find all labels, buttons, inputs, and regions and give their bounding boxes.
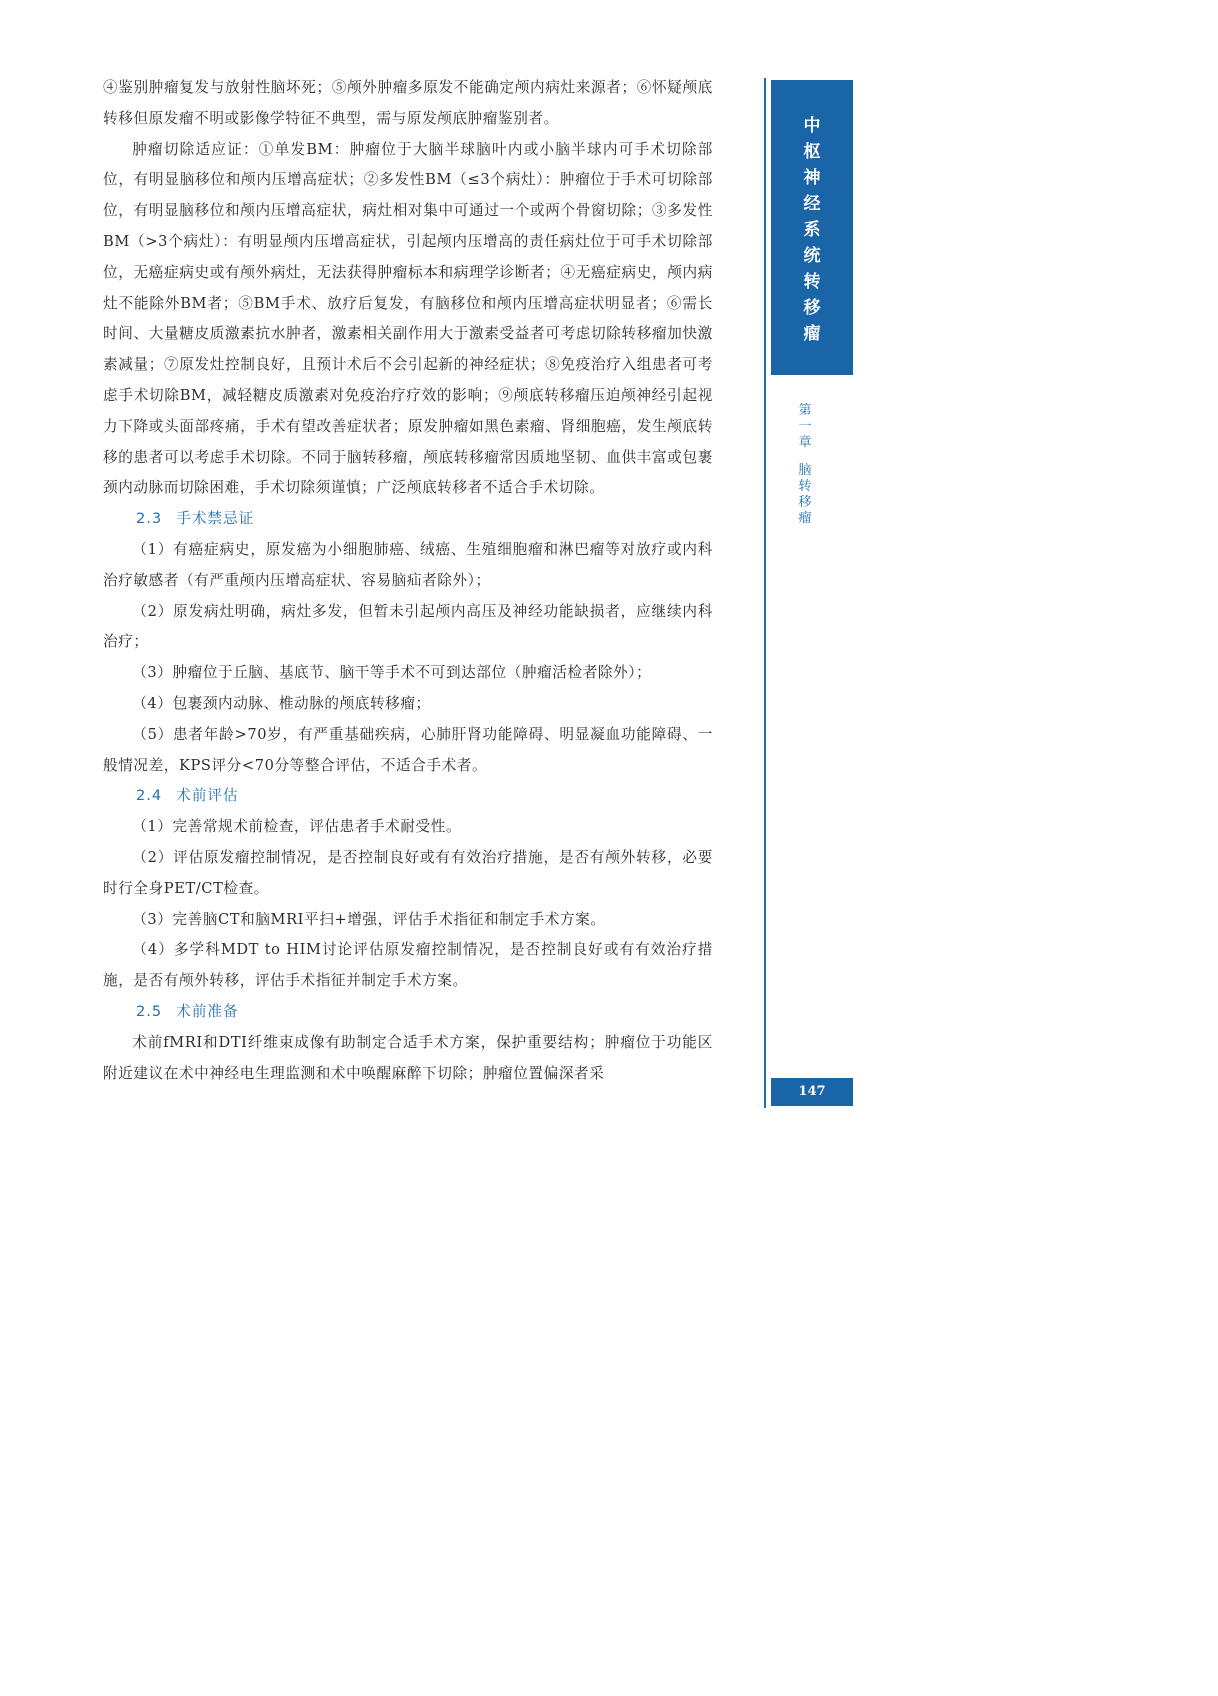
- paragraph: 肿瘤切除适应证：①单发BM：肿瘤位于大脑半球脑叶内或小脑半球内可手术切除部位，有明显脑移位和颅内压增高症状；②多发性BM（≤3个病灶）：肿瘤位于手术可切除部位，有明显脑移位和颅内压增高症状，病灶相对集中可通过一个或两个骨窗切除；③多发性BM（>3个病灶）：有明显颅内压增高症状，引起颅内压增高的责任病灶位于可手术切除部位，无癌症病史或有颅外病灶，无法获得肿瘤标本和病理学诊断者；④无癌症病史，颅内病灶不能除外BM者；⑤BM手术、放疗后复发，有脑移位和颅内压增高症状明显者；⑥需长时间、大量糖皮质激素抗水肿者，激素相关副作用大于激素受益者可考虑切除转移瘤加快激素减量；⑦原发灶控制良好，且预计术后不会引起新的神经症状；⑧免疫治疗入组患者可考虑手术切除BM，减轻糖皮质激素对免疫治疗疗效的影响；⑨颅底转移瘤压迫颅神经引起视力下降或头面部疼痛，手术有望改善症状者；原发肿瘤如黑色素瘤、肾细胞癌，发生颅底转移的患者可以考虑手术切除。不同于脑转移瘤，颅底转移瘤常因质地坚韧、血供丰富或包裹颈内动脉而切除困难，手术切除须谨慎；广泛颅底转移者不适合手术切除。: [103, 140, 713, 497]
- section-number: 2.5: [136, 1002, 163, 1020]
- section-number: 2.4: [136, 787, 163, 805]
- tab-char: 枢: [803, 142, 821, 162]
- tab-char: 系: [803, 220, 821, 240]
- chapter-char: 第: [798, 403, 812, 418]
- chapter-char: 一: [798, 419, 812, 434]
- paragraph: （3）肿瘤位于丘脑、基底节、脑干等手术不可到达部位（肿瘤活检者除外）；: [132, 664, 652, 682]
- section-heading-2-5: [103, 997, 713, 1028]
- paragraph: ④鉴别肿瘤复发与放射性脑坏死；⑤颅外肿瘤多原发不能确定颅内病灶来源者；⑥怀疑颅底转移但原发瘤不明或影像学特征不典型，需与原发颅底肿瘤鉴别者。: [103, 79, 713, 127]
- chapter-label: [790, 403, 820, 527]
- tab-char: 转: [803, 272, 821, 292]
- paragraph: （5）患者年龄>70岁，有严重基础疾病，心肺肝肾功能障碍、明显凝血功能障碍、一般情况差，KPS评分<70分等整合评估，不适合手术者。: [103, 725, 713, 774]
- tab-char: 瘤: [803, 324, 821, 344]
- section-number: 2.3: [136, 510, 163, 528]
- chapter-title-char: 转: [798, 479, 812, 494]
- chapter-title-char: 瘤: [798, 511, 812, 526]
- section-heading-2-4: [103, 781, 713, 812]
- chapter-char: 章: [798, 435, 812, 450]
- paragraph: 术前fMRI和DTI纤维束成像有助制定合适手术方案，保护重要结构；肿瘤位于功能区附近建议在术中神经电生理监测和术中唤醒麻醉下切除；肿瘤位置偏深者采: [103, 1033, 713, 1082]
- paragraph: （4）多学科MDT to HIM讨论评估原发瘤控制情况，是否控制良好或有有效治疗措施，是否有颅外转移，评估手术指征并制定手术方案。: [103, 941, 713, 990]
- section-title: 手术禁忌证: [176, 510, 255, 528]
- section-heading-2-3: [103, 504, 713, 535]
- section-title: 术前评估: [176, 787, 239, 805]
- paragraph: （3）完善脑CT和脑MRI平扫+增强，评估手术指征和制定手术方案。: [132, 910, 606, 928]
- paragraph: （1）有癌症病史，原发癌为小细胞肺癌、绒癌、生殖细胞瘤和淋巴瘤等对放疗或内科治疗敏感者（有严重颅内压增高症状、容易脑疝者除外）；: [103, 540, 713, 589]
- section-title: 术前准备: [176, 1002, 239, 1020]
- paragraph: （1）完善常规术前检查，评估患者手术耐受性。: [132, 818, 462, 836]
- tab-char: 移: [803, 298, 821, 318]
- tab-char: 统: [803, 246, 821, 266]
- chapter-title-char: 脑: [798, 463, 812, 478]
- tab-char: 经: [803, 194, 821, 214]
- paragraph: （4）包裹颈内动脉、椎动脉的颅底转移瘤；: [132, 694, 431, 712]
- page-number: 147: [771, 1078, 853, 1106]
- chapter-title-char: 移: [798, 495, 812, 510]
- margin-divider-line: [764, 78, 766, 1108]
- tab-char: 中: [803, 116, 821, 136]
- paragraph: （2）原发病灶明确，病灶多发，但暂未引起颅内高压及神经功能缺损者，应继续内科治疗；: [103, 602, 713, 651]
- tab-char: 神: [803, 168, 821, 188]
- book-section-tab: [771, 80, 853, 375]
- paragraph: （2）评估原发瘤控制情况，是否控制良好或有有效治疗措施，是否有颅外转移，必要时行全身PET/CT检查。: [103, 848, 713, 897]
- page-body: [103, 73, 713, 1089]
